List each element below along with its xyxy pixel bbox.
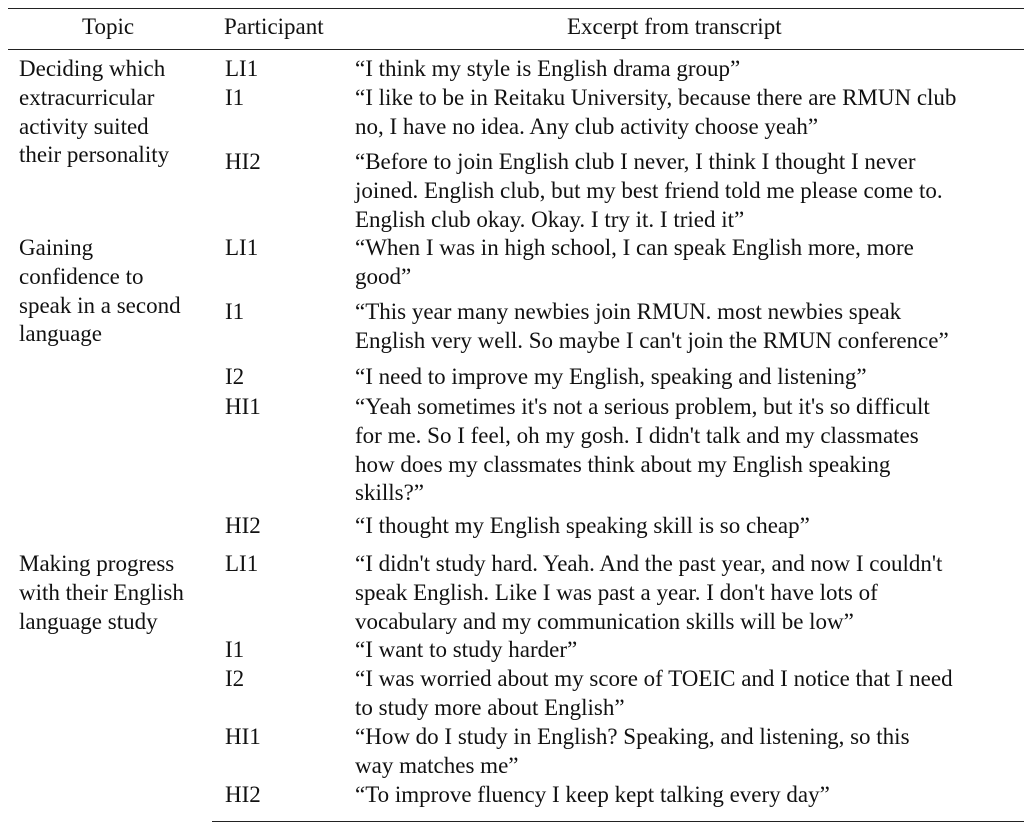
excerpt-cell: “Before to join English club I never, I think I thought I never joined. English club, but my best friend told me please come to. English club okay. Okay. I try it. I tried it” <box>355 149 943 232</box>
participant-cell: I2 <box>225 364 245 389</box>
participant-cell: I1 <box>225 299 245 324</box>
excerpt-cell: “I need to improve my English, speaking and listening” <box>355 364 867 389</box>
participant-cell: HI2 <box>225 149 261 174</box>
topic-cell-progress: Making progress with their English language study <box>19 551 184 634</box>
excerpt-cell: “I was worried about my score of TOEIC and I notice that I need to study more about English” <box>355 666 953 720</box>
column-header-participant: Participant <box>224 14 324 39</box>
topic-cell-extracurricular: Deciding which extracurricular activity suited their personality <box>19 56 170 168</box>
table-top-rule <box>8 8 1024 9</box>
participant-cell: LI1 <box>225 56 259 81</box>
excerpt-cell: “I didn't study hard. Yeah. And the past year, and now I couldn't speak English. Like I was past a year. I don't have lots of vocabulary and my communication skills will be low” <box>355 551 943 634</box>
excerpt-cell: “To improve fluency I keep kept talking every day” <box>355 782 830 807</box>
participant-cell: I1 <box>225 637 245 662</box>
participant-cell: LI1 <box>225 551 259 576</box>
excerpt-cell: “I like to be in Reitaku University, because there are RMUN club no, I have no idea. Any club activity choose yeah” <box>355 85 957 139</box>
topic-cell-confidence: Gaining confidence to speak in a second language <box>19 235 181 347</box>
excerpt-cell: “I want to study harder” <box>355 637 578 662</box>
table-bottom-rule <box>212 821 1024 822</box>
excerpt-cell: “I thought my English speaking skill is so cheap” <box>355 513 810 538</box>
participant-cell: HI1 <box>225 394 261 419</box>
excerpt-cell: “When I was in high school, I can speak English more, more good” <box>355 235 914 289</box>
column-header-excerpt: Excerpt from transcript <box>567 14 782 39</box>
participant-cell: LI1 <box>225 235 259 260</box>
participant-cell: I2 <box>225 666 245 691</box>
participant-cell: I1 <box>225 85 245 110</box>
participant-cell: HI1 <box>225 724 261 749</box>
participant-cell: HI2 <box>225 782 261 807</box>
column-header-topic: Topic <box>82 14 135 39</box>
excerpt-cell: “This year many newbies join RMUN. most newbies speak English very well. So maybe I can't join the RMUN conference” <box>355 299 949 353</box>
excerpt-cell: “How do I study in English? Speaking, and listening, so this way matches me” <box>355 724 910 778</box>
excerpt-cell: “Yeah sometimes it's not a serious problem, but it's so difficult for me. So I feel, oh my gosh. I didn't talk and my classmates how does my classmates think about my English speaking skills?” <box>355 394 930 506</box>
excerpt-cell: “I think my style is English drama group” <box>355 56 741 81</box>
participant-cell: HI2 <box>225 513 261 538</box>
table-header-rule <box>8 49 1024 50</box>
